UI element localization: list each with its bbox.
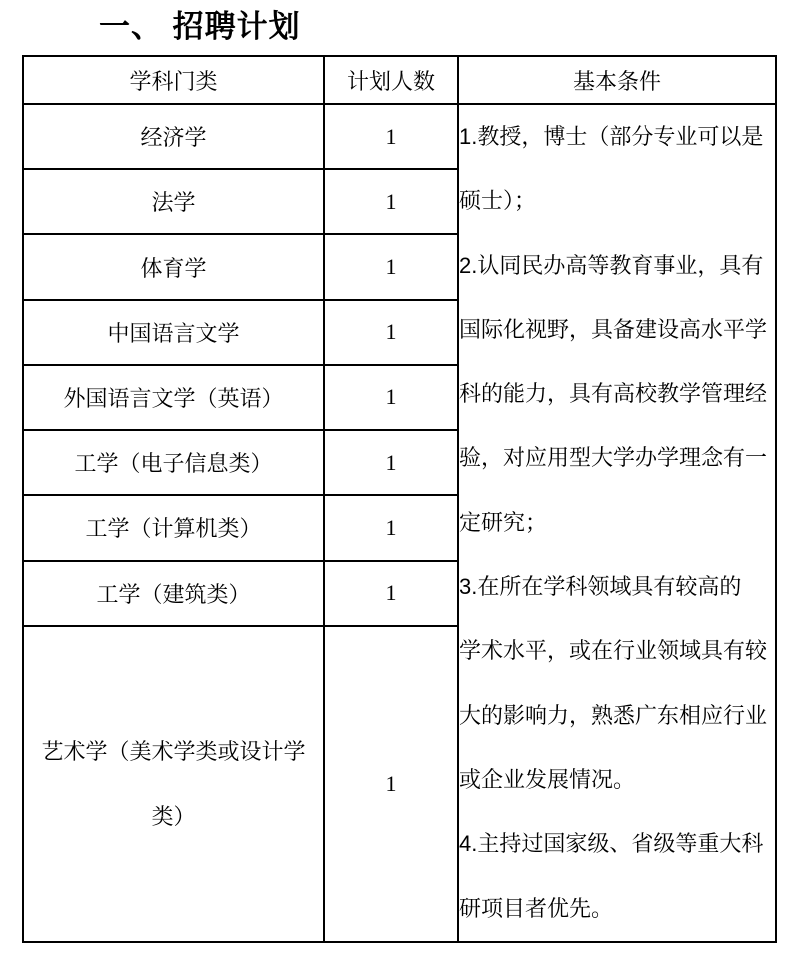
condition-line: 3.在所在学科领域具有较高的 xyxy=(459,574,742,600)
subject-cell xyxy=(23,626,324,942)
header-subject-category: 学科门类 xyxy=(23,56,324,104)
subject-line: 类） xyxy=(151,803,196,829)
condition-line: 4.主持过国家级、省级等重大科 xyxy=(459,831,764,857)
condition-line: 2.认同民办高等教育事业，具有 xyxy=(459,252,764,278)
subject-cell: 工学（计算机类） xyxy=(23,495,324,560)
subject-cell: 经济学 xyxy=(23,104,324,169)
count-cell: 1 xyxy=(324,169,458,234)
subject-cell: 工学（建筑类） xyxy=(23,561,324,626)
subject-cell: 中国语言文学 xyxy=(23,300,324,365)
basic-conditions-cell xyxy=(458,104,776,942)
condition-line: 硕士）； xyxy=(459,188,537,214)
condition-line: 学术水平，或在行业领域具有较 xyxy=(459,638,768,664)
count-cell: 1 xyxy=(324,300,458,365)
condition-line: 定研究； xyxy=(459,509,548,535)
condition-line: 1.教授，博士（部分专业可以是 xyxy=(459,124,764,149)
subject-line: 艺术学（美术学类或设计学 xyxy=(41,738,306,764)
condition-line: 科的能力，具有高校教学管理经 xyxy=(459,381,768,407)
count-cell: 1 xyxy=(324,365,458,430)
table-row xyxy=(23,104,776,169)
header-planned-count: 计划人数 xyxy=(324,56,458,104)
recruitment-plan-table xyxy=(22,55,777,943)
condition-line: 大的影响力，熟悉广东相应行业 xyxy=(459,702,768,728)
table-header-row xyxy=(23,56,776,104)
condition-line: 或企业发展情况。 xyxy=(459,766,636,792)
count-cell: 1 xyxy=(324,234,458,299)
count-cell: 1 xyxy=(324,561,458,626)
subject-cell: 法学 xyxy=(23,169,324,234)
subject-cell: 体育学 xyxy=(23,234,324,299)
count-cell: 1 xyxy=(324,104,458,169)
condition-line: 验，对应用型大学办学理念有一 xyxy=(459,445,768,471)
subject-cell: 外国语言文学（英语） xyxy=(23,365,324,430)
header-basic-conditions: 基本条件 xyxy=(458,56,776,104)
section-title: 一、 招聘计划 xyxy=(99,9,301,44)
count-cell: 1 xyxy=(324,495,458,560)
count-cell: 1 xyxy=(324,626,458,942)
condition-line: 研项目者优先。 xyxy=(459,895,614,921)
condition-line: 国际化视野，具备建设高水平学 xyxy=(459,316,768,342)
count-cell: 1 xyxy=(324,430,458,495)
subject-cell: 工学（电子信息类） xyxy=(23,430,324,495)
